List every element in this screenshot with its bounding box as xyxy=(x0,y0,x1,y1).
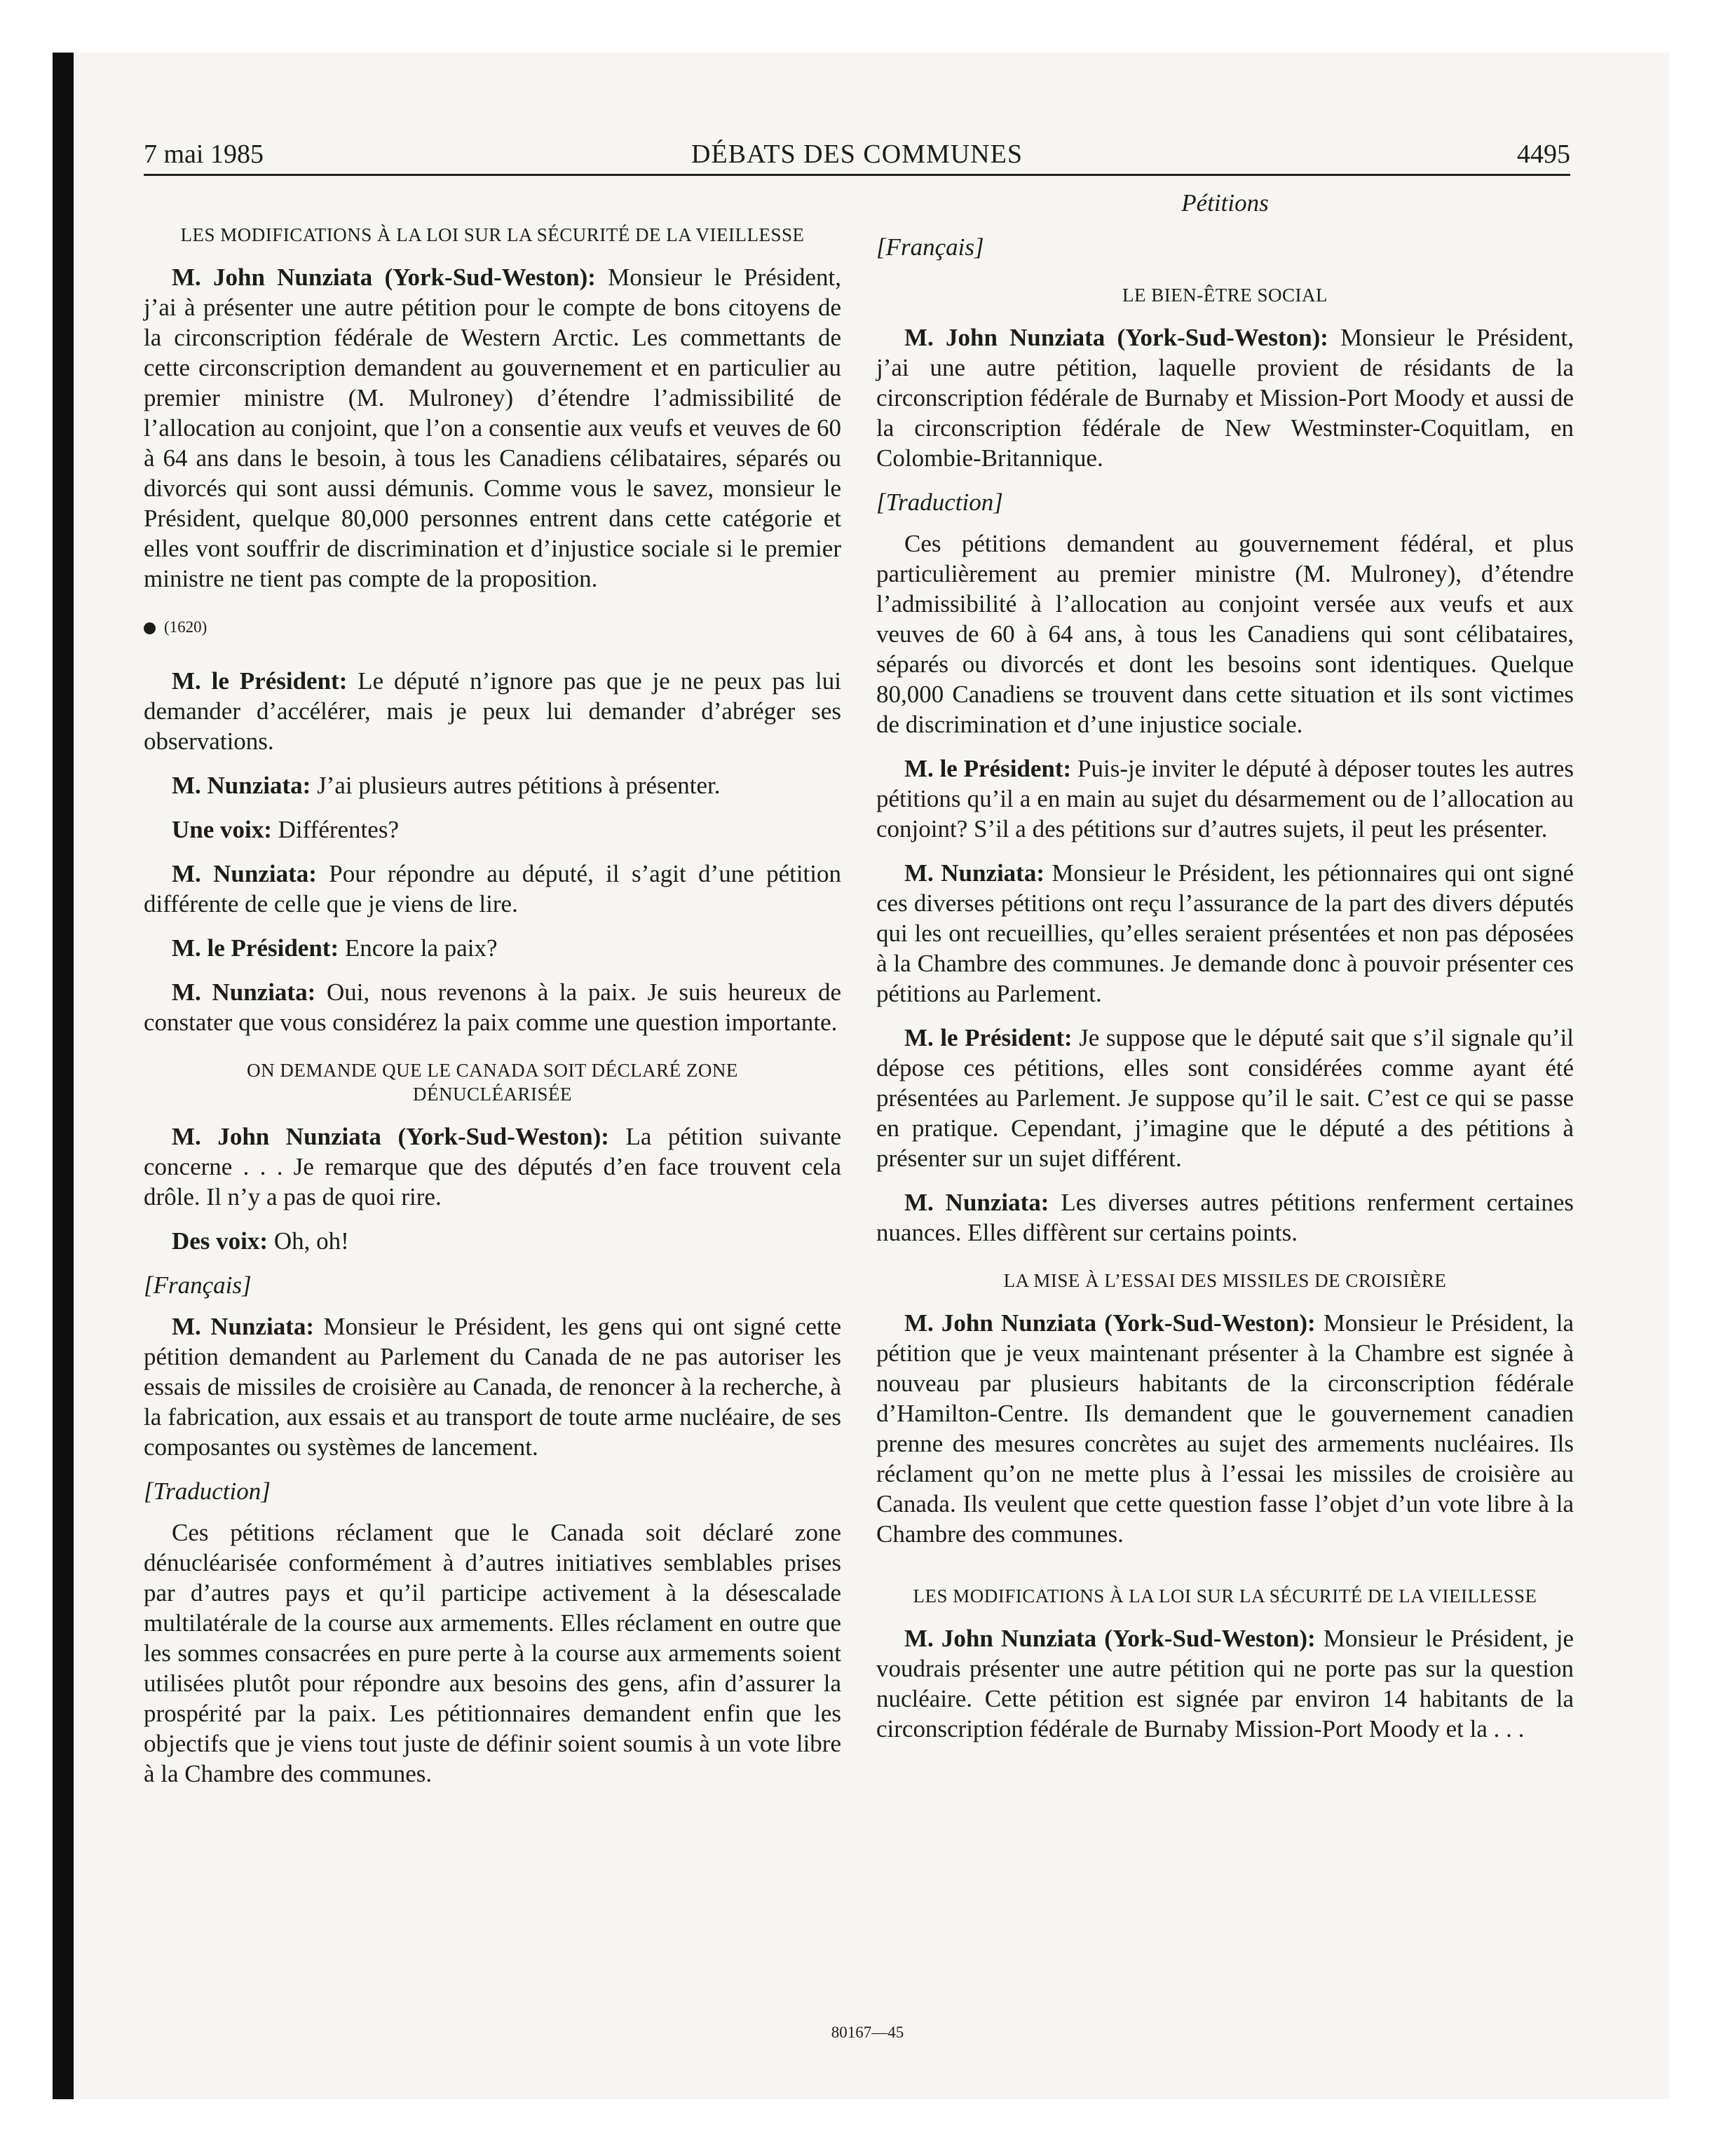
paragraph xyxy=(144,666,841,756)
speech: Monsieur le Président, j’ai une autre pétition, laquelle provient de résidants de la circonscription fédérale de Burnaby et Mission-Port Moody et aussi de la circonscription fédérale de New Westminster-Coquitlam, en Colombie-Britannique. xyxy=(876,324,1574,472)
speech: Monsieur le Président, la pétition que je veux maintenant présenter à la Chambre est signée à nouveau par plusieurs habitants de la circonscription fédérale d’Hamilton-Centre. Ils demandent que le gouvernement canadien prenne des mesures concrètes au sujet des armements nucléaires. Ils réclament qu’on ne mette plus à l’essai les missiles de croisière au Canada. Ils veulent que cette question fasse l’objet d’un vote libre à la Chambre des communes. xyxy=(876,1309,1574,1548)
speech: Puis-je inviter le député à déposer toutes les autres pétitions qu’il a en main au sujet du désarmement ou de l’allocation au conjoint? S’il a des pétitions sur d’autres sujets, il peut les présenter. xyxy=(876,755,1574,842)
paragraph xyxy=(144,859,841,919)
paragraph xyxy=(876,1023,1574,1173)
left-column xyxy=(144,188,841,1803)
speaker: M. le Président: xyxy=(172,667,348,695)
paragraph xyxy=(144,977,841,1037)
speaker: M. Nunziata: xyxy=(172,978,316,1006)
page-header xyxy=(144,135,1570,176)
section-heading: LA MISE À L’ESSAI DES MISSILES DE CROISIÈRE xyxy=(1003,1270,1447,1291)
right-column xyxy=(876,188,1574,1758)
speaker: M. Nunziata: xyxy=(904,859,1045,887)
speaker: M. John Nunziata (York-Sud-Weston): xyxy=(904,324,1328,351)
speaker: M. Nunziata: xyxy=(904,1189,1049,1216)
page-footer-code: 80167—45 xyxy=(831,2024,904,2041)
paragraph xyxy=(144,933,841,963)
language-marker: [Traduction] xyxy=(876,489,1003,516)
speaker: Des voix: xyxy=(172,1227,268,1255)
speech: Différentes? xyxy=(278,816,399,843)
section-heading: LE BIEN-ÊTRE SOCIAL xyxy=(1122,285,1328,306)
section-heading: ON DEMANDE QUE LE CANADA SOIT DÉCLARÉ ZONE DÉNUCLÉARISÉE xyxy=(247,1060,738,1105)
speaker: M. Nunziata: xyxy=(172,1313,315,1340)
speech: J’ai plusieurs autres pétitions à présenter. xyxy=(317,772,721,799)
language-marker: [Français] xyxy=(876,233,984,261)
speech: Oh, oh! xyxy=(273,1227,349,1255)
speaker: M. Nunziata: xyxy=(172,772,311,799)
paragraph xyxy=(144,1311,841,1462)
speaker: Une voix: xyxy=(172,816,272,843)
speech: Encore la paix? xyxy=(344,934,498,962)
speaker: M. John Nunziata (York-Sud-Weston): xyxy=(172,1123,609,1150)
paragraph xyxy=(876,1308,1574,1549)
speaker: M. Nunziata: xyxy=(172,860,317,887)
paragraph xyxy=(876,322,1574,473)
speech: Je suppose que le député sait que s’il signale qu’il dépose ces pétitions, elles sont considérées comme ayant été présentées au Parlement. Je suppose qu’il le sait. C’est ce qui se passe en pratique. Cependant, j’imagine que le député a des pétitions à présenter sur un sujet différent. xyxy=(876,1024,1574,1172)
header-page-number: 4495 xyxy=(1517,139,1570,169)
paragraph xyxy=(144,814,841,845)
header-title: DÉBATS DES COMMUNES xyxy=(691,139,1023,169)
speech: Les diverses autres pétitions renferment certaines nuances. Elles diffèrent sur certains points. xyxy=(876,1189,1574,1246)
speaker: M. le Président: xyxy=(904,755,1072,782)
paragraph xyxy=(144,1226,841,1256)
speaker: M. le Président: xyxy=(904,1024,1073,1051)
speech: Monsieur le Président, je voudrais présenter une autre pétition qui ne porte pas sur la question nucléaire. Cette pétition est signée par environ 14 habitants de la circonscription fédérale de Burnaby Mission-Port Moody et la . . . xyxy=(876,1625,1574,1742)
paragraph xyxy=(144,262,841,594)
paragraph xyxy=(876,753,1574,844)
speaker: M. John Nunziata (York-Sud-Weston): xyxy=(172,264,596,291)
speech: Monsieur le Président, les pétionnaires qui ont signé ces diverses pétitions ont reçu l’assurance de la part des divers députés qui les ont recueillies, qu’elles seraient présentées et non pas déposées à la Chambre des communes. Je demande donc à pouvoir présenter ces pétitions au Parlement. xyxy=(876,859,1574,1007)
paragraph xyxy=(876,1187,1574,1248)
speech: Pour répondre au député, il s’agit d’une pétition différente de celle que je viens de lire. xyxy=(144,860,842,917)
timestamp-text: (1620) xyxy=(164,618,207,636)
language-marker: [Traduction] xyxy=(144,1478,271,1505)
speech: Monsieur le Président, j’ai à présenter une autre pétition pour le compte de bons citoyens de la circonscription fédérale de Western Arctic. Les commettants de cette circonscription demandent au gouvernement et en particulier au premier ministre (M. Mulroney) d’étendre l’admissibilité de l’allocation au conjoint, que l’on a consentie aux veufs et veuves de 60 à 64 ans dans le besoin, à tous les Canadiens célibataires, séparés ou divorcés qui sont aussi démunis. Comme vous le savez, monsieur le Président, quelque 80,000 personnes entrent dans cette catégorie et elles vont souffrir de discrimination et d’injustice sociale si le premier ministre ne tient pas compte de la proposition. xyxy=(144,264,841,592)
bullet-dot-icon xyxy=(144,622,156,634)
speech: Oui, nous revenons à la paix. Je suis heureux de constater que vous considérez la paix comme une question importante. xyxy=(144,978,841,1036)
speech: Le député n’ignore pas que je ne peux pas lui demander d’accélérer, mais je peux lui demander d’abréger ses observations. xyxy=(144,667,841,755)
paragraph: Ces pétitions demandent au gouvernement fédéral, et plus particulièrement au premier ministre (M. Mulroney), d’étendre l’admissibilité à l’allocation au conjoint versée aux veufs et aux veuves de 60 à 64 ans, à tous les Canadiens qui sont célibataires, séparés ou divorcés et dont les besoins sont identiques. Quelque 80,000 Canadiens se trouvent dans cette situation et ils sont victimes de discrimination et d’une injustice sociale. xyxy=(876,530,1574,738)
paragraph xyxy=(144,770,841,800)
timestamp xyxy=(144,612,841,642)
speaker: M. John Nunziata (York-Sud-Weston): xyxy=(904,1309,1316,1337)
section-heading: LES MODIFICATIONS À LA LOI SUR LA SÉCURITÉ DE LA VIEILLESSE xyxy=(913,1585,1537,1606)
scan-edge-bar xyxy=(53,53,74,2099)
speech: Monsieur le Président, les gens qui ont signé cette pétition demandent au Parlement du Canada de ne pas autoriser les essais de missiles de croisière au Canada, de renoncer à la recherche, à la fabrication, aux essais et au transport de toute arme nucléaire, de ses composantes ou systèmes de lancement. xyxy=(144,1313,842,1461)
paragraph: Ces pétitions réclament que le Canada soit déclaré zone dénucléarisée conformément à d’autres initiatives semblables prises par d’autres pays et qu’il participe activement à la désescalade multilatérale de la course aux armements. Elles réclament en outre que les sommes consacrées en pure perte à la course aux armements soient utilisées plutôt pour répondre aux besoins des gens, afin d’assurer la prospérité par la paix. Les pétitionnaires demandent enfin que les objectifs que je viens tout juste de définir soient soumis à un vote libre à la Chambre des communes. xyxy=(144,1519,841,1787)
speaker: M. John Nunziata (York-Sud-Weston): xyxy=(904,1625,1316,1652)
paragraph xyxy=(144,1121,841,1212)
language-marker: [Français] xyxy=(144,1271,252,1299)
speech: La pétition suivante concerne . . . Je remarque que des députés d’en face trouvent cela drôle. Il n’y a pas de quoi rire. xyxy=(144,1123,842,1210)
header-date: 7 mai 1985 xyxy=(144,139,264,169)
paragraph xyxy=(876,858,1574,1009)
section-heading: LES MODIFICATIONS À LA LOI SUR LA SÉCURITÉ DE LA VIEILLESSE xyxy=(180,224,805,245)
running-head: Pétitions xyxy=(1181,189,1269,217)
speaker: M. le Président: xyxy=(172,934,339,962)
paragraph xyxy=(876,1623,1574,1744)
